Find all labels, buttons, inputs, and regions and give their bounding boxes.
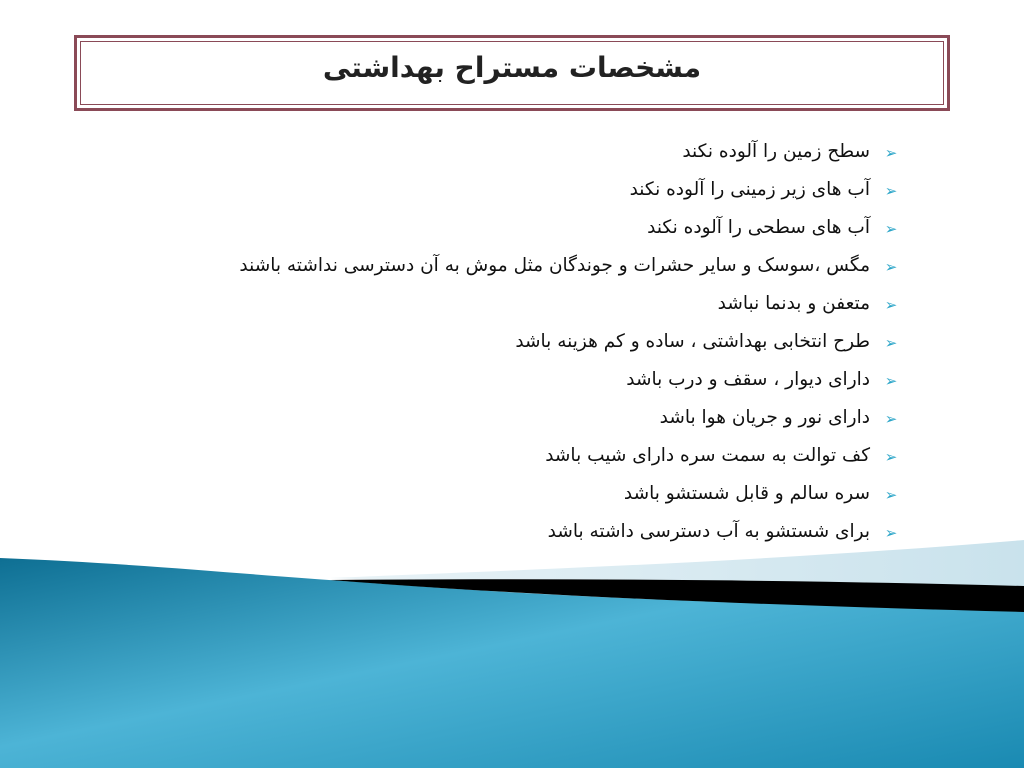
- bullet-text: آب های سطحی را آلوده نکند: [647, 217, 870, 238]
- arrowhead-bullet-icon: ➢: [884, 220, 898, 238]
- bullet-text: برای شستشو به آب دسترسی داشته باشد: [547, 521, 870, 542]
- arrowhead-bullet-icon: ➢: [884, 296, 898, 314]
- arrowhead-bullet-icon: ➢: [884, 524, 898, 542]
- bullet-text: آب های زیر زمینی را آلوده نکند: [629, 179, 870, 200]
- bullet-text: کف توالت به سمت سره دارای شیب باشد: [545, 445, 870, 466]
- bullet-item: [130, 138, 900, 166]
- bullet-item: [130, 214, 900, 242]
- bullet-text: دارای نور و جریان هوا باشد: [659, 407, 870, 428]
- bullet-text: متعفن و بدنما نباشد: [717, 293, 870, 314]
- bullet-text: مگس ،سوسک و سایر حشرات و جوندگان مثل موش به آن دسترسی نداشته باشند: [239, 255, 870, 276]
- bullet-text: سطح زمین را آلوده نکند: [682, 141, 870, 162]
- bullet-item: [130, 328, 900, 356]
- arrowhead-bullet-icon: ➢: [884, 182, 898, 200]
- arrowhead-bullet-icon: ➢: [884, 372, 898, 390]
- bullet-item: [130, 252, 900, 280]
- arrowhead-bullet-icon: ➢: [884, 410, 898, 428]
- arrowhead-bullet-icon: ➢: [884, 144, 898, 162]
- arrowhead-bullet-icon: ➢: [884, 486, 898, 504]
- bullet-text: سره سالم و قابل شستشو باشد: [623, 483, 870, 504]
- slide-title: مشخصات مستراح بهداشتی: [322, 51, 702, 84]
- bullet-text: دارای دیوار ، سقف و درب باشد: [626, 369, 870, 390]
- bullet-list: [130, 138, 900, 556]
- bullet-item: [130, 442, 900, 470]
- bullet-item: [130, 480, 900, 508]
- arrowhead-bullet-icon: ➢: [884, 258, 898, 276]
- arrowhead-bullet-icon: ➢: [884, 448, 898, 466]
- wave-decoration: [0, 540, 1024, 768]
- bullet-item: [130, 366, 900, 394]
- bullet-text: طرح انتخابی بهداشتی ، ساده و کم هزینه باشد: [515, 331, 870, 352]
- arrowhead-bullet-icon: ➢: [884, 334, 898, 352]
- bullet-item: [130, 404, 900, 432]
- title-frame: [74, 35, 950, 111]
- bullet-item: [130, 176, 900, 204]
- bullet-item: [130, 290, 900, 318]
